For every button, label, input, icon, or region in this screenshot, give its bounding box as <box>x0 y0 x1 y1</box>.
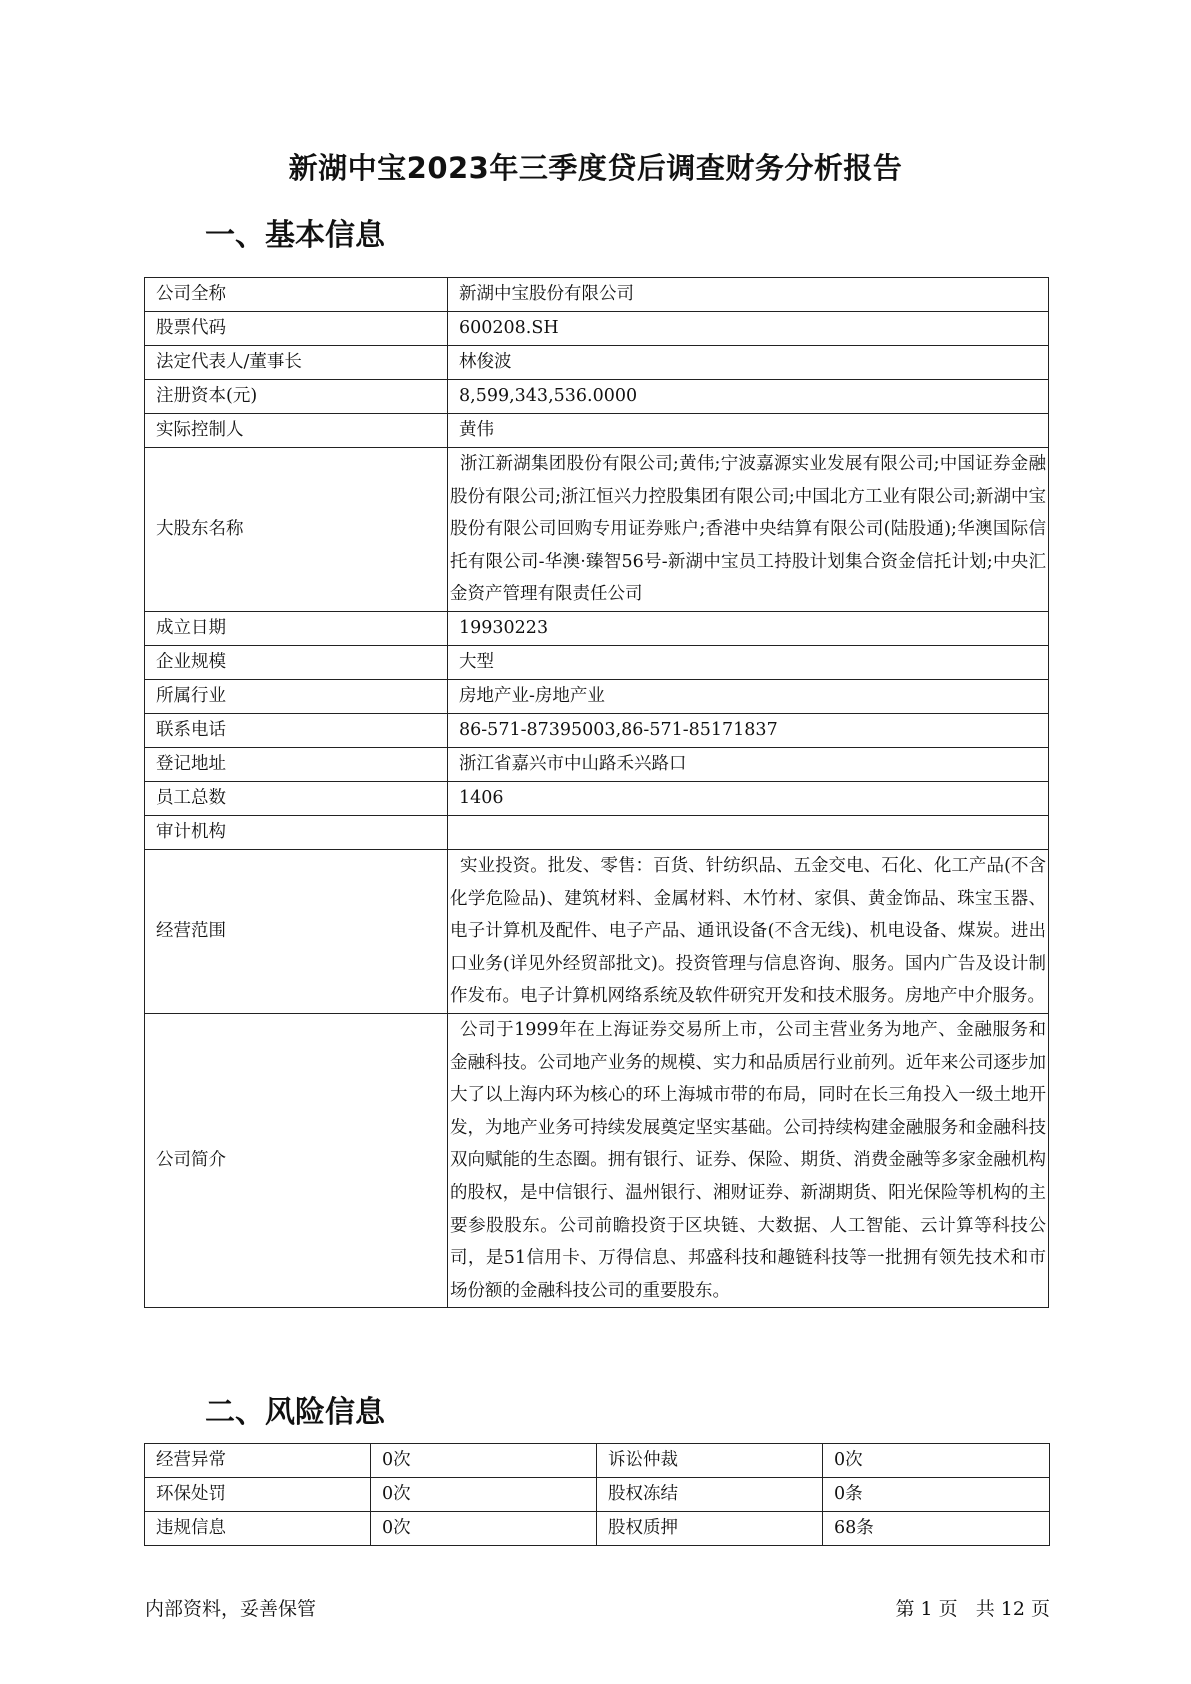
risk-label: 经营异常 <box>145 1444 371 1478</box>
table-row <box>145 679 1049 713</box>
table-row <box>145 1512 1050 1546</box>
row-label: 实际控制人 <box>145 414 448 448</box>
risk-info-table <box>144 1443 1050 1546</box>
risk-value: 0次 <box>823 1444 1050 1478</box>
document-title: 新湖中宝2023年三季度贷后调查财务分析报告 <box>288 151 903 185</box>
row-value <box>448 815 1049 849</box>
row-value: 600208.SH <box>448 312 1049 346</box>
row-label: 员工总数 <box>145 781 448 815</box>
row-label: 成立日期 <box>145 611 448 645</box>
footer-page-number: 第 1 页 共 12 页 <box>895 1598 1050 1620</box>
row-label: 企业规模 <box>145 645 448 679</box>
row-value: 大型 <box>448 645 1049 679</box>
table-row <box>145 380 1049 414</box>
table-row <box>145 747 1049 781</box>
row-label: 登记地址 <box>145 747 448 781</box>
table-row <box>145 1478 1050 1512</box>
row-value: 房地产业-房地产业 <box>448 679 1049 713</box>
risk-value: 0条 <box>823 1478 1050 1512</box>
table-row <box>145 278 1049 312</box>
row-label: 公司简介 <box>145 1013 448 1307</box>
row-value: 公司于1999年在上海证券交易所上市，公司主营业务为地产、金融服务和金融科技。公司地产业务的规模、实力和品质居行业前列。近年来公司逐步加大了以上海内环为核心的环上海城市带的布局，同时在长三角投入一级土地开发，为地产业务可持续发展奠定坚实基础。公司持续构建金融服务和金融科技双向赋能的生态圈。拥有银行、证券、保险、期货、消费金融等多家金融机构的股权，是中信银行、温州银行、湘财证券、新湖期货、阳光保险等机构的主要参股股东。公司前瞻投资于区块链、大数据、人工智能、云计算等科技公司，是51信用卡、万得信息、邦盛科技和趣链科技等一批拥有领先技术和市场份额的金融科技公司的重要股东。 <box>448 1013 1049 1307</box>
row-label: 大股东名称 <box>145 448 448 612</box>
table-row <box>145 346 1049 380</box>
risk-label: 诉讼仲裁 <box>597 1444 823 1478</box>
risk-value: 68条 <box>823 1512 1050 1546</box>
table-row <box>145 1444 1050 1478</box>
row-label: 联系电话 <box>145 713 448 747</box>
table-row <box>145 414 1049 448</box>
row-label: 股票代码 <box>145 312 448 346</box>
row-value: 19930223 <box>448 611 1049 645</box>
risk-value: 0次 <box>371 1478 597 1512</box>
risk-label: 违规信息 <box>145 1512 371 1546</box>
footer-confidential-note: 内部资料，妥善保管 <box>145 1598 317 1620</box>
risk-value: 0次 <box>371 1512 597 1546</box>
table-row <box>145 815 1049 849</box>
table-row <box>145 849 1049 1013</box>
row-label: 公司全称 <box>145 278 448 312</box>
row-value: 86-571-87395003,86-571-85171837 <box>448 713 1049 747</box>
table-row <box>145 1013 1049 1307</box>
row-label: 经营范围 <box>145 849 448 1013</box>
row-value: 林俊波 <box>448 346 1049 380</box>
table-row <box>145 713 1049 747</box>
table-row <box>145 312 1049 346</box>
row-label: 所属行业 <box>145 679 448 713</box>
row-value: 8,599,343,536.0000 <box>448 380 1049 414</box>
row-value: 黄伟 <box>448 414 1049 448</box>
risk-label: 环保处罚 <box>145 1478 371 1512</box>
row-value: 浙江省嘉兴市中山路禾兴路口 <box>448 747 1049 781</box>
row-label: 审计机构 <box>145 815 448 849</box>
row-value: 新湖中宝股份有限公司 <box>448 278 1049 312</box>
section-heading-basic-info: 一、基本信息 <box>205 218 385 253</box>
risk-value: 0次 <box>371 1444 597 1478</box>
row-value: 实业投资。批发、零售：百货、针纺织品、五金交电、石化、化工产品(不含化学危险品)、建筑材料、金属材料、木竹材、家俱、黄金饰品、珠宝玉器、电子计算机及配件、电子产品、通讯设备(不含无线)、机电设备、煤炭。进出口业务(详见外经贸部批文)。投资管理与信息咨询、服务。国内广告及设计制作发布。电子计算机网络系统及软件研究开发和技术服务。房地产中介服务。 <box>448 849 1049 1013</box>
row-label: 法定代表人/董事长 <box>145 346 448 380</box>
table-row <box>145 611 1049 645</box>
risk-label: 股权冻结 <box>597 1478 823 1512</box>
row-value: 浙江新湖集团股份有限公司;黄伟;宁波嘉源实业发展有限公司;中国证券金融股份有限公司;浙江恒兴力控股集团有限公司;中国北方工业有限公司;新湖中宝股份有限公司回购专用证券账户;香港中央结算有限公司(陆股通);华澳国际信托有限公司-华澳·臻智56号-新湖中宝员工持股计划集合资金信托计划;中央汇金资产管理有限责任公司 <box>448 448 1049 612</box>
table-row <box>145 448 1049 612</box>
basic-info-table <box>144 277 1049 1308</box>
section-heading-risk-info: 二、风险信息 <box>205 1395 385 1430</box>
row-label: 注册资本(元) <box>145 380 448 414</box>
risk-label: 股权质押 <box>597 1512 823 1546</box>
row-value: 1406 <box>448 781 1049 815</box>
table-row <box>145 781 1049 815</box>
table-row <box>145 645 1049 679</box>
